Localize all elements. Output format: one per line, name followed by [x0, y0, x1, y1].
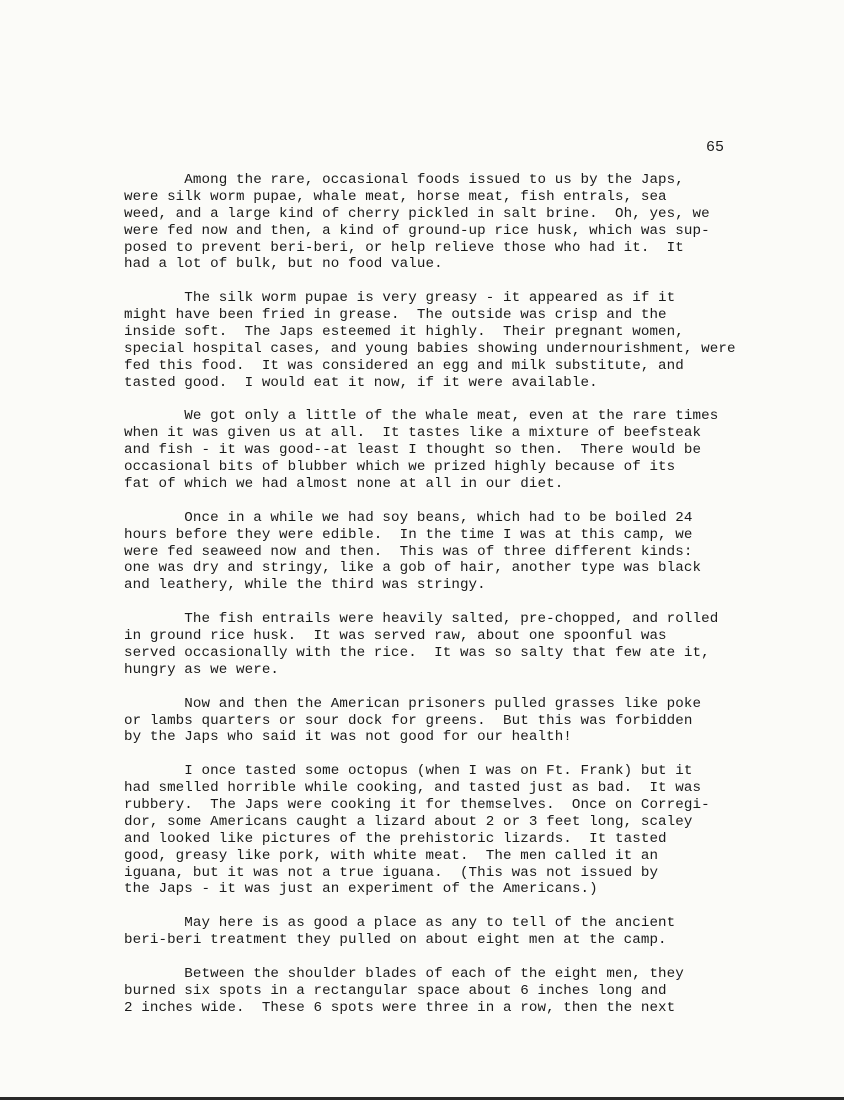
text-line: and fish - it was good--at least I thought so then. There would be: [124, 442, 702, 459]
paragraph: [124, 408, 844, 492]
text-line: had a lot of bulk, but no food value.: [124, 256, 443, 273]
paragraph: [124, 290, 844, 391]
paragraph: [124, 611, 844, 679]
text-line: I once tasted some octopus (when I was on Ft. Frank) but it: [124, 763, 693, 780]
text-line: were silk worm pupae, whale meat, horse meat, fish entrals, sea: [124, 188, 667, 205]
text-line: hours before they were edible. In the time I was at this camp, we: [124, 526, 693, 543]
body-text: [124, 172, 844, 1033]
paragraph: [124, 763, 844, 898]
text-line: occasional bits of blubber which we prized highly because of its: [124, 459, 676, 476]
text-line: iguana, but it was not a true iguana. (This was not issued by: [124, 864, 659, 881]
text-line: tasted good. I would eat it now, if it were available.: [124, 374, 598, 391]
text-line: beri-beri treatment they pulled on about eight men at the camp.: [124, 932, 667, 949]
text-line: Among the rare, occasional foods issued to us by the Japs,: [124, 172, 684, 188]
text-line: when it was given us at all. It tastes like a mixture of beefsteak: [124, 425, 702, 442]
text-line: Once in a while we had soy beans, which had to be boiled 24: [124, 509, 693, 526]
text-line: one was dry and stringy, like a gob of hair, another type was black: [124, 560, 702, 577]
text-line: by the Japs who said it was not good for our health!: [124, 729, 572, 746]
text-line: served occasionally with the rice. It was so salty that few ate it,: [124, 644, 710, 661]
paragraph: [124, 966, 844, 1017]
text-line: The fish entrails were heavily salted, pre-chopped, and rolled: [124, 611, 719, 628]
text-line: fed this food. It was considered an egg and milk substitute, and: [124, 357, 684, 374]
text-line: inside soft. The Japs esteemed it highly. Their pregnant women,: [124, 324, 684, 341]
text-line: or lambs quarters or sour dock for greens. But this was forbidden: [124, 712, 693, 729]
text-line: and looked like pictures of the prehistoric lizards. It tasted: [124, 830, 667, 847]
paragraph: [124, 915, 844, 949]
text-line: weed, and a large kind of cherry pickled in salt brine. Oh, yes, we: [124, 205, 710, 222]
page-number: 65: [706, 139, 725, 156]
text-line: good, greasy like pork, with white meat. The men called it an: [124, 847, 659, 864]
text-line: We got only a little of the whale meat, even at the rare times: [124, 408, 719, 425]
text-line: and leathery, while the third was stringy.: [124, 577, 486, 594]
text-line: special hospital cases, and young babies showing undernourishment, were: [124, 340, 736, 357]
text-line: the Japs - it was just an experiment of the Americans.): [124, 881, 598, 898]
text-line: hungry as we were.: [124, 661, 280, 678]
text-line: fat of which we had almost none at all in our diet.: [124, 476, 564, 493]
text-line: in ground rice husk. It was served raw, about one spoonful was: [124, 628, 667, 645]
text-line: 2 inches wide. These 6 spots were three in a row, then the next: [124, 999, 676, 1016]
text-line: dor, some Americans caught a lizard about 2 or 3 feet long, scaley: [124, 813, 693, 830]
text-line: posed to prevent beri-beri, or help relieve those who had it. It: [124, 239, 684, 256]
text-line: The silk worm pupae is very greasy - it appeared as if it: [124, 290, 676, 307]
paragraph: [124, 172, 844, 273]
text-line: Between the shoulder blades of each of the eight men, they: [124, 965, 684, 982]
text-line: might have been fried in grease. The outside was crisp and the: [124, 307, 667, 324]
text-line: rubbery. The Japs were cooking it for themselves. Once on Corregi-: [124, 796, 710, 813]
text-line: were fed now and then, a kind of ground-up rice husk, which was sup-: [124, 222, 710, 239]
text-line: May here is as good a place as any to tell of the ancient: [124, 915, 676, 932]
text-line: burned six spots in a rectangular space about 6 inches long and: [124, 982, 667, 999]
paragraph: [124, 510, 844, 594]
text-line: had smelled horrible while cooking, and tasted just as bad. It was: [124, 780, 702, 797]
text-line: Now and then the American prisoners pulled grasses like poke: [124, 695, 702, 712]
paragraph: [124, 696, 844, 747]
text-line: were fed seaweed now and then. This was of three different kinds:: [124, 543, 693, 560]
